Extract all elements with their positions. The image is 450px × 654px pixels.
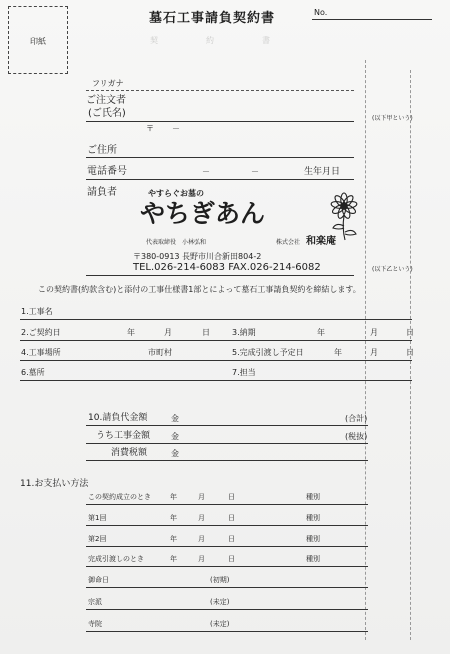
payment-row-1-month: 月	[198, 493, 205, 501]
temple-label: 寺院	[88, 620, 102, 628]
contractor-line	[86, 275, 354, 276]
phone-line[interactable]	[86, 179, 354, 180]
ghost-heading: 契 約 書	[150, 36, 290, 45]
item-1-line[interactable]	[20, 319, 412, 320]
intro-text: この契約書(約款含む)と添付の工事仕様書1部とによって墓石工事請負契約を締結します。	[38, 285, 361, 294]
item-4-city: 市町村	[148, 348, 172, 357]
item-5-year: 年	[334, 348, 342, 357]
payment-row-2-month: 月	[198, 514, 205, 522]
amount-yen-3: 金	[171, 449, 179, 458]
temple-note: (未定)	[210, 620, 230, 628]
payment-row-3-year: 年	[170, 535, 177, 543]
item-5-label: 5.完成引渡し予定日	[232, 348, 304, 357]
contractor-label: 請負者	[87, 187, 117, 198]
amount-label-3: 消費税額	[111, 448, 148, 458]
item-6-label: 6.墓所	[21, 368, 45, 377]
payment-row-3-kind: 種別	[306, 535, 320, 543]
payment-row-4-kind: 種別	[306, 555, 320, 563]
postal-mark: 〒	[146, 124, 154, 133]
item-5-day: 日	[406, 348, 414, 357]
address-line[interactable]	[86, 157, 354, 158]
item-2-day: 日	[202, 328, 210, 337]
ghost-divider	[365, 60, 366, 640]
revenue-stamp-box	[8, 6, 68, 74]
payment-row-2-kind: 種別	[306, 514, 320, 522]
item-2-year: 年	[127, 328, 135, 337]
company-address: 〒380-0913 長野市川合新田804-2	[133, 252, 262, 261]
payment-row-3-line[interactable]	[86, 546, 368, 547]
amount-excl-note: (税抜)	[345, 432, 368, 441]
item-1-label: 1.工事名	[21, 307, 53, 316]
stamp-label: 印紙	[30, 37, 46, 46]
amount-total-note: (合計)	[345, 414, 368, 423]
furigana-line[interactable]	[86, 90, 354, 91]
memorial-day-label: 御命日	[88, 576, 109, 584]
party-b-note: (以下乙という)	[372, 266, 413, 273]
amount-yen-1: 金	[171, 414, 179, 423]
amount-label-1: 10.請負代金額	[88, 413, 148, 423]
address-label: ご住所	[87, 145, 117, 156]
postal-dash: －	[172, 124, 180, 133]
item-3-label: 3.納期	[232, 328, 256, 337]
payment-row-3-day: 日	[228, 535, 235, 543]
memorial-day-line[interactable]	[86, 587, 368, 588]
payment-row-1-label: この契約成立のとき	[88, 493, 151, 501]
payment-row-4-label: 完成引渡しのとき	[88, 555, 144, 563]
amount-line-2[interactable]	[86, 443, 368, 444]
payment-row-2-day: 日	[228, 514, 235, 522]
sect-label: 宗派	[88, 598, 102, 606]
phone-dash-1: －	[202, 167, 210, 176]
payment-row-3-month: 月	[198, 535, 205, 543]
item-2-month: 月	[164, 328, 172, 337]
payment-row-4-day: 日	[228, 555, 235, 563]
sect-note: (未定)	[210, 598, 230, 606]
sect-line[interactable]	[86, 609, 368, 610]
number-label: No.	[314, 8, 328, 17]
phone-dash-2: －	[251, 167, 259, 176]
amount-label-2: うち工事金額	[96, 431, 151, 441]
payment-row-4-year: 年	[170, 555, 177, 563]
payment-row-1-year: 年	[170, 493, 177, 501]
company-brand-logo: やちぎあん	[140, 199, 266, 228]
amount-line-1[interactable]	[86, 425, 368, 426]
payment-row-2-label: 第1回	[88, 514, 107, 522]
item-3-year: 年	[317, 328, 325, 337]
phone-label: 電話番号	[87, 166, 127, 177]
payment-row-1-day: 日	[228, 493, 235, 501]
company-tagline: やすらぐお墓の	[148, 188, 204, 198]
party-a-note: (以下甲という)	[372, 115, 413, 122]
page-title: 墓石工事請負契約書	[149, 11, 276, 26]
payment-row-4-month: 月	[198, 555, 205, 563]
payment-row-1-kind: 種別	[306, 493, 320, 501]
amount-yen-2: 金	[171, 432, 179, 441]
customer-name-line[interactable]	[86, 121, 354, 122]
payment-row-2-line[interactable]	[86, 525, 368, 526]
amount-line-3[interactable]	[86, 460, 368, 461]
item-7-label: 7.担当	[232, 368, 256, 377]
customer-label: ご注文者	[86, 95, 126, 106]
furigana-label: フリガナ	[92, 79, 124, 88]
item-4-5-line[interactable]	[20, 360, 412, 361]
item-4-label: 4.工事場所	[21, 348, 61, 357]
item-3-day: 日	[406, 328, 414, 337]
temple-line[interactable]	[86, 631, 368, 632]
item-3-month: 月	[370, 328, 378, 337]
company-name: 和楽庵	[306, 236, 336, 247]
customer-sub-label: (ご氏名)	[88, 108, 126, 119]
item-6-7-line[interactable]	[20, 380, 412, 381]
payment-row-4-line[interactable]	[86, 566, 368, 567]
item-2-label: 2.ご契約日	[21, 328, 61, 337]
memorial-day-note: (初期)	[210, 576, 230, 584]
company-phone-fax: TEL.026-214-6083 FAX.026-214-6082	[133, 262, 321, 273]
birthdate-label: 生年月日	[304, 167, 341, 177]
item-5-month: 月	[370, 348, 378, 357]
company-representative: 代表取締役 小林弘和	[146, 239, 207, 246]
number-field-line[interactable]	[312, 19, 432, 20]
payment-row-1-line[interactable]	[86, 504, 368, 505]
item-2-3-line[interactable]	[20, 340, 412, 341]
company-corp-type: 株式会社	[276, 239, 301, 246]
payment-title: 11.お支払い方法	[20, 479, 89, 489]
payment-row-3-label: 第2回	[88, 535, 107, 543]
payment-row-2-year: 年	[170, 514, 177, 522]
flower-logo-icon	[324, 186, 364, 242]
